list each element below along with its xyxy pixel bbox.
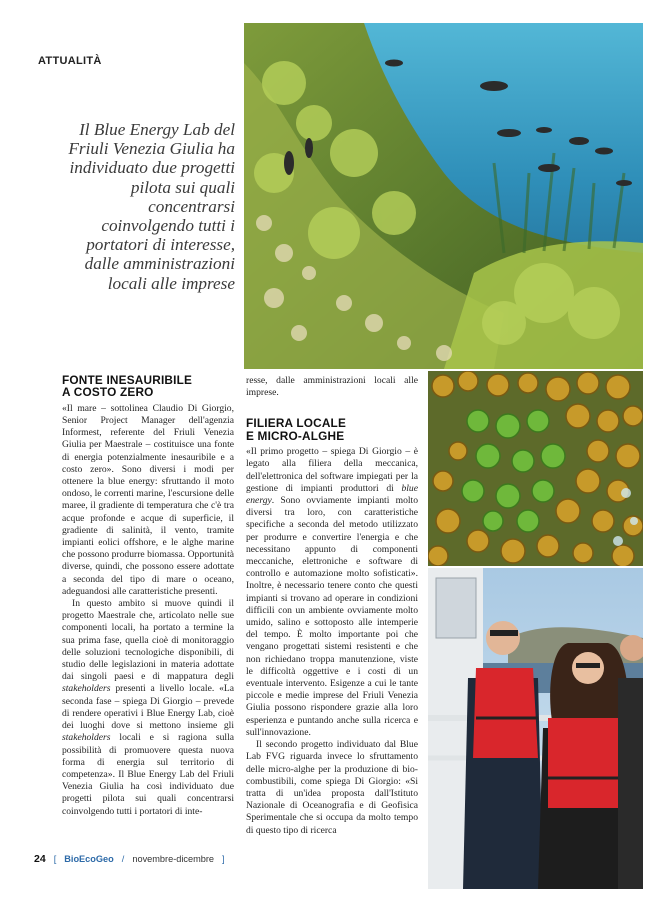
magazine-name: BioEcoGeo bbox=[64, 854, 114, 864]
slash: / bbox=[121, 854, 125, 864]
bracket-close: ] bbox=[222, 854, 225, 864]
heading-fonte-inesauribile bbox=[62, 374, 234, 399]
underwater-photo bbox=[244, 23, 643, 369]
page-footer bbox=[34, 853, 225, 865]
text-column-2 bbox=[246, 375, 418, 837]
paragraph: «Il primo progetto – spiega Di Giorgio – è legato alla filiera della meccanica, dell'elettronica del software impiegati per la gestione di impianti produttori di blue energy. Sono ovviamente impianti molto diversi tra loro, con caratteristiche specifiche a seconda del metodo utilizzato per produrre e convertire l'energia e che necessitano appunto di componenti meccaniche, elettroniche e software di controllo e automazione molto sofisticati». Inoltre, è necessario tenere conto che questi impianti si trovano ad operare in condizioni difficili con un ambiente ovviamente molto umido, salino e sottoposto alle intemperie del tempo. È molto importante poi che vengano progettati sistemi resistenti e che non richiedano troppa manutenzione, viste le difficoltà oggettive e i costi di un eventuale intervento. Esigenze a cui le tante piccole e medie imprese del Friuli Venezia Giulia possono rispondere grazie alla loro esperienza e puntando anche sulla ricerca e sull'innovazione. bbox=[246, 446, 418, 738]
text-column-1 bbox=[62, 374, 234, 818]
issue-date: novembre-dicembre bbox=[132, 854, 215, 864]
paragraph: Il secondo progetto individuato dal Blue Lab FVG riguarda invece lo sfruttamento delle micro-alghe per la produzione di bio-combustibili, come spiega Di Giorgio: «Si tratta di un'idea proposta dall'Istituto Nazionale di Oceanografia e di Geofisica Sperimentale che si occupa da molto tempo di questo tipo di ricerca bbox=[246, 739, 418, 836]
paragraph-carryover: resse, dalle amministrazioni locali alle imprese. bbox=[246, 375, 418, 399]
page-number: 24 bbox=[34, 853, 46, 865]
heading-line: FONTE INESAURIBILE bbox=[62, 373, 193, 387]
heading-line: A COSTO ZERO bbox=[62, 385, 154, 400]
heading-line: E MICRO-ALGHE bbox=[246, 428, 345, 443]
bracket-open: [ bbox=[53, 854, 57, 864]
paragraph: «Il mare – sottolinea Claudio Di Giorgio, Senior Project Manager dell'agenzia Informest, referente del Friuli Venezia Giulia per Maestrale – costituisce una fonte di energia potenzialmente inesauribile e a costo zero». Sono diversi i modi per ottenere la blue energy: sfruttando il moto ondoso, le correnti marine, l'escursione delle maree, il gradiente di temperatura che c'è tra acque profonde e acque di superficie, il gradiente di salinità, il vento, tramite impianti eolici offshore, e le alghe marine che possono produrre biomassa. Opportunità diverse, quindi, che possono essere adottate a seconda del tipo di mare o oceano, adeguandosi alle caratteristiche presenti. bbox=[62, 402, 234, 597]
paragraph: In questo ambito si muove quindi il progetto Maestrale che, articolato nelle sue componenti locali, ha portato a termine la sua prima fase, quella cioè di monitoraggio delle soluzioni tecnologiche disponibili, di studio delle legislazioni in materia adottate dai singoli paesi e di mappatura degli stakeholders presenti a livello locale. «La seconda fase – spiega Di Giorgio – prevede di rendere operativi i Blue Energy Lab, cioè dei luoghi dove si mettono insieme gli stakeholders locali e si ragiona sulla possibilità di promuovere questa nuova forma di energia sul territorio di competenza». Il Blue Energy Lab del Friuli Venezia Giulia ha così individuato due progetti pilota sui quali concentrarsi coinvolgendo tutti i portatori di inte- bbox=[62, 598, 234, 817]
heading-filiera-locale bbox=[246, 417, 418, 442]
pull-quote: Il Blue Energy Lab del Friuli Venezia Giulia ha individuato due progetti pilota sui quali concentrarsi coinvolgendo tutti i portatori di interesse, dalle amministrazioni locali alle imprese bbox=[68, 120, 235, 293]
heading-line: FILIERA LOCALE bbox=[246, 416, 347, 431]
boat-crew-photo bbox=[428, 568, 643, 889]
microalgae-photo bbox=[428, 371, 643, 566]
section-label: ATTUALITÀ bbox=[38, 55, 102, 67]
